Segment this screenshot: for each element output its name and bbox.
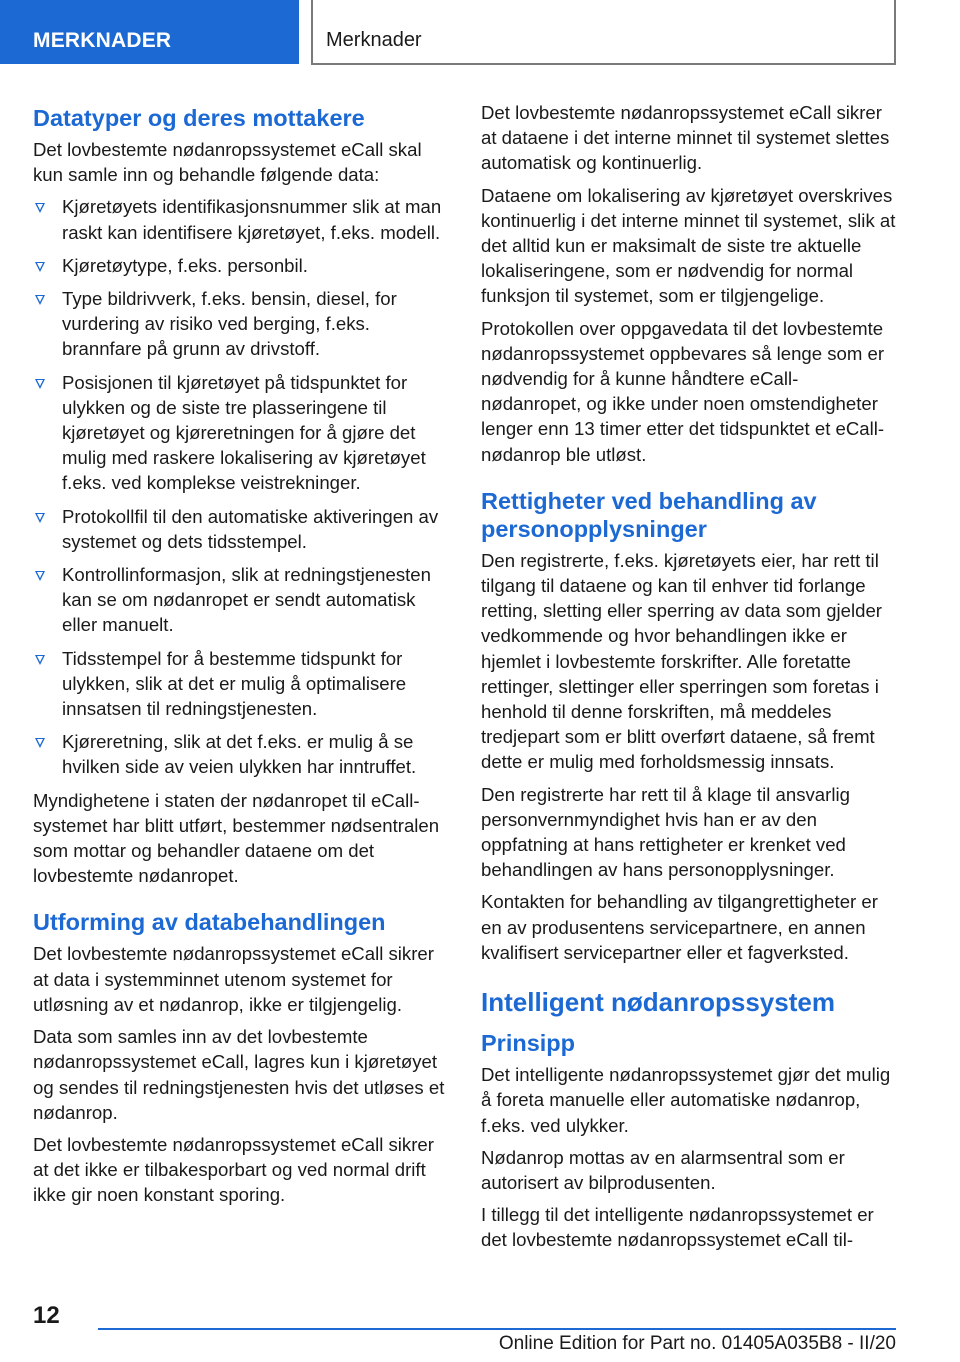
section-title: Merknader: [311, 0, 896, 65]
paragraph-prinsipp-1: Det intelligente nødanropssystemet gjør det mulig å foreta manuelle eller automatiske nødanrop, f.eks. ved ulykker.: [481, 1064, 891, 1136]
triangle-bullet-icon: [35, 571, 45, 581]
list-item-text: Posisjonen til kjøretøyet på tidspunktet for ulykken og de siste tre plasseringene til kjøretøyet og kjøreretningen for å gjøre det mulig med raskere lokalisering av kjøretøyet f.eks. ved komplekse veistrekninger.: [62, 371, 426, 494]
section-tab: MERKNADER: [0, 0, 299, 64]
paragraph-utforming-3: Det lovbestemte nødanropssystemet eCall sikrer at det ikke er tilbakesporbart og ved normal drift ikke gir noen konstant sporing.: [33, 1133, 434, 1206]
list-item: [33, 253, 448, 278]
triangle-bullet-icon: [35, 655, 45, 665]
heading-prinsipp: Prinsipp: [481, 1030, 576, 1057]
paragraph-kontakt: Kontakten for behandling av tilgangrettigheter er en av produsentens servicepartnere, en annen kvalifisert servicepartner eller et fagverksted.: [481, 891, 878, 963]
list-item-text: Kontrollinformasjon, slik at redningstjenesten kan se om nødanropet er sendt automatisk eller manuelt.: [62, 564, 431, 636]
triangle-bullet-icon: [35, 262, 45, 272]
triangle-bullet-icon: [35, 379, 45, 389]
data-type-list: [33, 194, 448, 779]
right-column: [481, 100, 896, 1260]
list-item-text: Kjøretøyets identifikasjonsnummer slik at man raskt kan identifisere kjøretøyet, f.eks. modell.: [62, 196, 442, 243]
list-item: [33, 370, 448, 496]
triangle-bullet-icon: [35, 295, 45, 305]
list-item: [33, 562, 448, 638]
list-item-text: Tidsstempel for å bestemme tidspunkt for ulykken, slik at det er mulig å optimalisere innsatsen til redningstjenesten.: [62, 647, 407, 720]
list-item: [33, 504, 448, 554]
footer-edition: Online Edition for Part no. 01405A035B8 - II/20: [498, 1333, 896, 1354]
heading-utforming: Utforming av databehandlingen: [33, 909, 386, 936]
paragraph-utforming-2: Data som samles inn av det lovbestemte nødanropssystemet eCall, lagres kun i kjøretøyet og sendes til redningstjenesten hvis det utløses et nødanrop.: [33, 1026, 445, 1123]
paragraph-lokalisering: Dataene om lokalisering av kjøretøyet overskrives kontinuerlig i det interne minnet til systemet, slik at det alltid kun er maksimalt de siste tre aktuelle lokaliseringene, som er nødvendig for normal funksjon til systemet, som er tilgjengelige.: [481, 184, 896, 307]
paragraph-klage: Den registrerte har rett til å klage til ansvarlig personvernmyndighet hvis han er av den oppfatning at hans rettigheter er krenket ved behandlingen av hans personopplysninger.: [481, 783, 850, 881]
footer-divider: [98, 1328, 896, 1330]
paragraph-prinsipp-2: Nødanrop mottas av en alarmsentral som er autorisert av bilprodusenten.: [481, 1146, 845, 1193]
heading-intelligent: Intelligent nødanropssystem: [481, 987, 835, 1018]
triangle-bullet-icon: [35, 513, 45, 523]
paragraph-myndighetene: Myndighetene i staten der nødanropet til eCall-systemet har blitt utført, bestemmer nødsentralen som mottar og behandler dataene om det lovbestemte nødanropet.: [33, 789, 440, 887]
list-item: [33, 286, 448, 362]
list-item-text: Type bildrivverk, f.eks. bensin, diesel, for vurdering av risiko ved berging, f.eks. brannfare på grunn av drivstoff.: [62, 288, 397, 360]
paragraph-protokoll: Protokollen over oppgavedata til det lovbestemte nødanropssystemet oppbevares så lenge som er nødvendig for å kunne håndtere eCall-nødanropet, og ikke under noen omstendigheter lenger enn 13 timer etter det tidspunktet et eCall-nødanrop ble utløst.: [481, 317, 885, 465]
list-item: [33, 729, 448, 779]
paragraph-registrerte: Den registrerte, f.eks. kjøretøyets eier, har rett til tilgang til dataene og kan til enhver tid forlange retting, sletting eller sperring av data som gjelder vedkommende og hvor behandlingen ikke er hjemlet i lovbestemte forskrifter. Alle foretatte rettinger, slettinger eller sperringen som foretas i henhold til denne forskriften, må meddeles tredjepart som er blitt overført dataene, så fremt dette er mulig med forholdsmessig innsats.: [481, 549, 883, 773]
triangle-bullet-icon: [35, 203, 45, 213]
heading-rettigheter: Rettigheter ved behandling av personopplysninger: [481, 487, 817, 542]
paragraph-prinsipp-3: I tillegg til det intelligente nødanropssystemet er det lovbestemte nødanropssystemet eCall til-: [481, 1204, 874, 1251]
triangle-bullet-icon: [35, 738, 45, 748]
list-item-text: Kjøreretning, slik at det f.eks. er mulig å se hvilken side av veien ulykken har inntruffet.: [62, 731, 417, 778]
list-item-text: Kjøretøytype, f.eks. personbil.: [62, 254, 308, 276]
list-item: [33, 194, 448, 244]
list-item: [33, 646, 448, 722]
paragraph-intro: Det lovbestemte nødanropssystemet eCall skal kun samle inn og behandle følgende data:: [33, 139, 422, 186]
list-item-text: Protokollfil til den automatiske aktiveringen av systemet og dets tidsstempel.: [62, 505, 439, 552]
left-column: [33, 100, 448, 1215]
heading-datatyper: Datatyper og deres mottakere: [33, 105, 365, 131]
paragraph-sletting: Det lovbestemte nødanropssystemet eCall sikrer at dataene i det interne minnet til systemet slettes automatisk og kontinuerlig.: [481, 102, 890, 174]
paragraph-utforming-1: Det lovbestemte nødanropssystemet eCall sikrer at data i systemminnet utenom systemet for utløsning av et nødanrop, ikke er tilgjengelig.: [33, 943, 434, 1015]
page-number: 12: [33, 1302, 60, 1329]
